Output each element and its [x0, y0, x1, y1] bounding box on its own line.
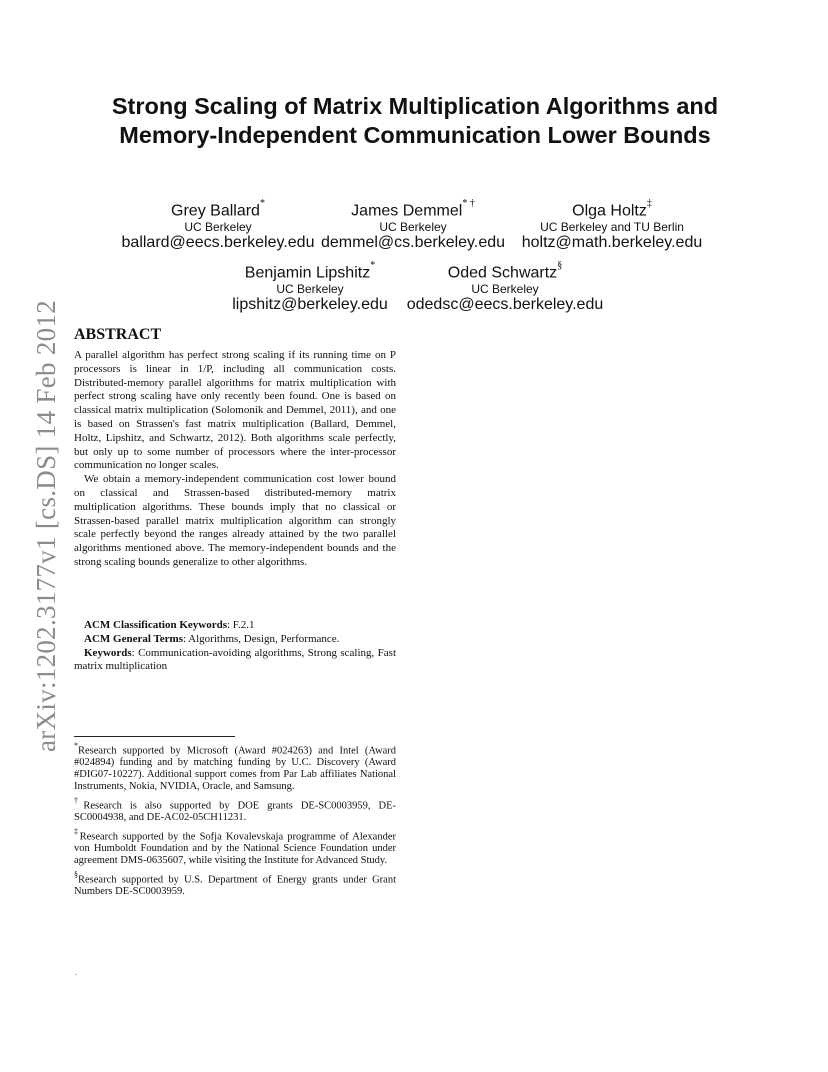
acm-general-terms-value: : Algorithms, Design, Performance.	[182, 632, 340, 645]
acm-classification-label: ACM Classification Keywords	[84, 619, 227, 631]
footnote-mark: ‡	[74, 826, 80, 836]
footnote-mark: §	[74, 869, 78, 879]
author-mark: *	[259, 198, 265, 209]
author-lipshitz	[222, 260, 398, 314]
author-affiliation: UC Berkeley	[184, 220, 252, 235]
keywords-label: Keywords	[84, 646, 132, 659]
author-mark: ‡	[646, 198, 652, 209]
author-holtz	[512, 198, 712, 252]
author-email: odedsc@eecs.berkeley.edu	[406, 296, 604, 314]
footnote-text: Research supported by the Sofja Kovalevskaja programme of Alexander von Humboldt Foundation and by the National Science Foundation under agreement DMS-0635607, while visiting the Institute for Advanced Study.	[74, 831, 396, 866]
author-schwartz	[400, 260, 610, 314]
footnote-mark: †	[74, 795, 84, 805]
footnote-4	[74, 870, 396, 898]
stray-mark: .	[75, 968, 77, 977]
footnote-text: Research supported by Microsoft (Award #024263) and Intel (Award #024894) funding and by matching funding by U.C. Discovery (Award #DIG07-10227). Additional support comes from Par Lab affiliates National Instruments, Nokia, NVIDIA, Oracle, and Samsung.	[74, 745, 396, 792]
author-affiliation: UC Berkeley	[379, 220, 447, 235]
footnote-rule	[74, 736, 235, 737]
footnote-3	[74, 827, 396, 867]
author-mark: * †	[462, 198, 475, 209]
author-name: Grey Ballard	[171, 202, 260, 220]
author-email: ballard@eecs.berkeley.edu	[121, 234, 315, 252]
author-demmel	[318, 198, 508, 252]
author-name: Benjamin Lipshitz	[244, 264, 371, 282]
abstract-paragraph-1: A parallel algorithm has perfect strong scaling if its running time on P processors is linear in 1/P, including all communication costs. Distributed-memory parallel algorithms for matrix multiplication with perfect strong scaling have only recently been found. One is based on classical matrix multiplication (Solomonik and Demmel, 2011), and one is based on Strassen's fast matrix multiplication (Ballard, Demmel, Holtz, Lipshitz, and Schwartz, 2012). Both algorithms scale perfectly, but only up to some number of processors where the inter-processor communication no longer scales.	[74, 349, 396, 472]
keywords	[74, 647, 396, 675]
acm-general-terms	[74, 633, 396, 647]
footnote-text: Research is also supported by DOE grants DE-SC0003959, DE-SC0004938, and DE-AC02-05CH11231.	[74, 800, 397, 823]
abstract-heading: ABSTRACT	[74, 326, 162, 343]
footnote-2	[74, 796, 396, 824]
acm-general-terms-label: ACM General Terms	[84, 632, 183, 645]
footnotes	[74, 741, 396, 901]
author-name: James Demmel	[351, 202, 463, 220]
abstract-paragraph-2: We obtain a memory-independent communication cost lower bound on classical and Strassen-based distributed-memory matrix multiplication algorithms. These bounds imply that no classical or Strassen-based parallel matrix multiplication algorithm can strongly scale perfectly beyond the ranges already attained by the two parallel algorithms mentioned above. The memory-independent bounds and the strong scaling bounds generalize to other algorithms.	[74, 473, 396, 568]
acm-classification-value: : F.2.1	[227, 619, 255, 631]
author-affiliation: UC Berkeley	[471, 282, 539, 297]
author-email: demmel@cs.berkeley.edu	[320, 234, 506, 252]
author-name: Olga Holtz	[572, 202, 647, 220]
abstract-body	[74, 349, 396, 570]
author-email: holtz@math.berkeley.edu	[521, 234, 703, 252]
arxiv-identifier: arXiv:1202.3177v1 [cs.DS] 14 Feb 2012	[31, 299, 61, 752]
author-email: lipshitz@berkeley.edu	[232, 296, 388, 314]
author-ballard	[118, 198, 318, 252]
acm-classification	[74, 619, 396, 633]
author-mark: §	[557, 260, 563, 271]
author-affiliation: UC Berkeley and TU Berlin	[540, 220, 684, 235]
keywords-block	[74, 619, 396, 674]
footnote-1	[74, 741, 396, 793]
author-mark: *	[370, 260, 376, 271]
footnote-text: Research supported by U.S. Department of Energy grants under Grant Numbers DE-SC0003959.	[74, 874, 396, 897]
paper-title	[60, 92, 770, 150]
footnote-mark: *	[74, 741, 78, 750]
author-affiliation: UC Berkeley	[276, 282, 344, 297]
keywords-value: : Communication-avoiding algorithms, Strong scaling, Fast matrix multiplication	[74, 646, 396, 673]
title-line-2: Memory-Independent Communication Lower Bounds	[119, 122, 711, 148]
title-line-1: Strong Scaling of Matrix Multiplication Algorithms and	[111, 93, 719, 119]
author-name: Oded Schwartz	[447, 264, 558, 282]
